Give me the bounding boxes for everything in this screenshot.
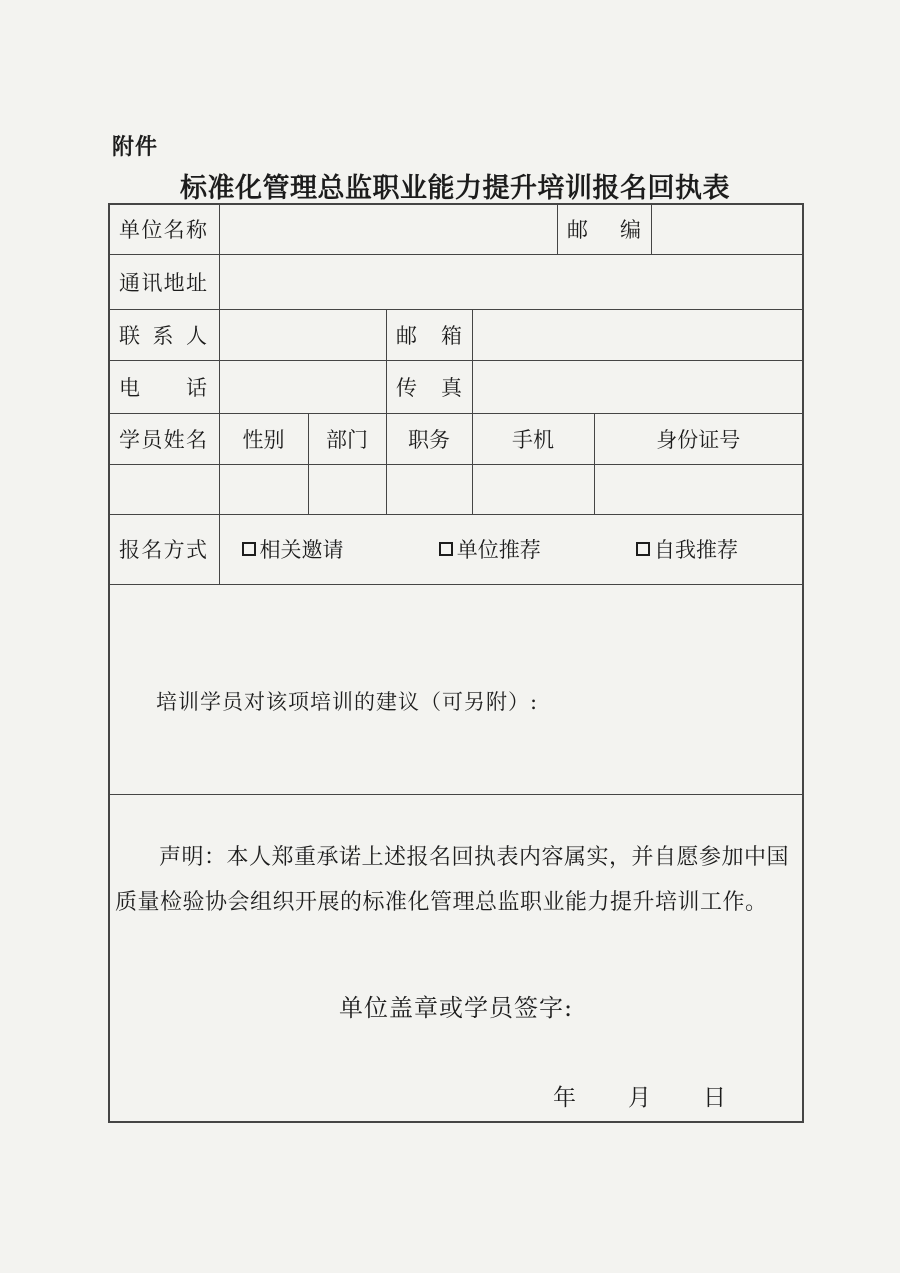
id-number-header: 身份证号: [656, 427, 741, 452]
row-phone: [109, 360, 803, 413]
checkbox-icon: [242, 542, 256, 556]
row-address: [109, 254, 803, 309]
row-registration-method: [109, 514, 803, 584]
form-title: 标准化管理总监职业能力提升培训报名回执表: [180, 173, 730, 203]
email-label-cell: [386, 309, 472, 360]
address-label-cell: [109, 254, 219, 309]
postal-code-label: 邮编: [567, 218, 641, 243]
address-label: 通讯地址: [119, 270, 207, 295]
mobile-header: 手机: [512, 427, 554, 452]
option-self-recommend-label: 自我推荐: [654, 538, 738, 562]
position-header: 职务: [408, 427, 450, 452]
position-header-cell: [386, 413, 472, 464]
gender-header-cell: [219, 413, 308, 464]
department-header: 部门: [326, 427, 368, 452]
position-field: [386, 464, 472, 514]
phone-label-cell: [109, 360, 219, 413]
date-day-label: 日: [703, 1085, 726, 1112]
attachment-label: 附件: [112, 134, 159, 159]
date-month-label: 月: [628, 1085, 651, 1112]
contact-label: 联系人: [119, 323, 207, 348]
unit-name-field: [219, 204, 557, 254]
student-name-header: 学员姓名: [119, 427, 207, 452]
contact-field: [219, 309, 386, 360]
row-suggestion: [109, 584, 803, 794]
date-line: [110, 1083, 802, 1113]
department-field: [308, 464, 386, 514]
student-name-field: [109, 464, 219, 514]
checkbox-icon: [439, 542, 453, 556]
id-number-header-cell: [594, 413, 803, 464]
unit-name-label-cell: [109, 204, 219, 254]
row-declaration: [109, 794, 803, 1122]
registration-form-table: [108, 203, 804, 1123]
option-unit-recommend-label: 单位推荐: [456, 538, 541, 562]
fax-field: [472, 360, 803, 413]
mobile-field: [472, 464, 594, 514]
phone-field: [219, 360, 386, 413]
declaration-paragraph: [110, 802, 802, 925]
row-unit-name: [109, 204, 803, 254]
department-header-cell: [308, 413, 386, 464]
postal-code-field: [651, 204, 803, 254]
option-invitation: [242, 534, 344, 564]
registration-options: [220, 534, 803, 564]
declaration-cell: [109, 794, 803, 1122]
registration-label: 报名方式: [119, 538, 207, 562]
gender-field: [219, 464, 308, 514]
date-year-label: 年: [553, 1085, 576, 1112]
phone-label: 电话: [119, 375, 207, 400]
row-student-entry: [109, 464, 803, 514]
fax-label-cell: [386, 360, 472, 413]
row-contact: [109, 309, 803, 360]
option-invitation-label: 相关邀请: [259, 538, 344, 562]
signature-label: 单位盖章或学员签字:: [338, 994, 574, 1023]
row-student-headers: [109, 413, 803, 464]
student-name-header-cell: [109, 413, 219, 464]
registration-options-cell: [219, 514, 803, 584]
declaration-line-2: 质量检验协会组织开展的标准化管理总监职业能力提升培训工作。: [115, 890, 768, 916]
address-field: [219, 254, 803, 309]
postal-code-label-cell: [557, 204, 651, 254]
fax-label: 传真: [396, 375, 462, 400]
mobile-header-cell: [472, 413, 594, 464]
id-number-field: [594, 464, 803, 514]
email-label: 邮箱: [396, 323, 462, 348]
gender-header: 性别: [242, 427, 285, 452]
checkbox-icon: [636, 542, 650, 556]
email-field: [472, 309, 803, 360]
suggestion-cell: [109, 584, 803, 794]
registration-label-cell: [109, 514, 219, 584]
suggestion-label: 培训学员对该项培训的建议（可另附）:: [156, 690, 539, 714]
contact-label-cell: [109, 309, 219, 360]
unit-name-label: 单位名称: [119, 218, 207, 243]
declaration-line-1: 声明：本人郑重承诺上述报名回执表内容属实，并自愿参加中国: [159, 845, 790, 871]
option-self-recommend: [636, 534, 738, 564]
option-unit-recommend: [439, 534, 541, 564]
